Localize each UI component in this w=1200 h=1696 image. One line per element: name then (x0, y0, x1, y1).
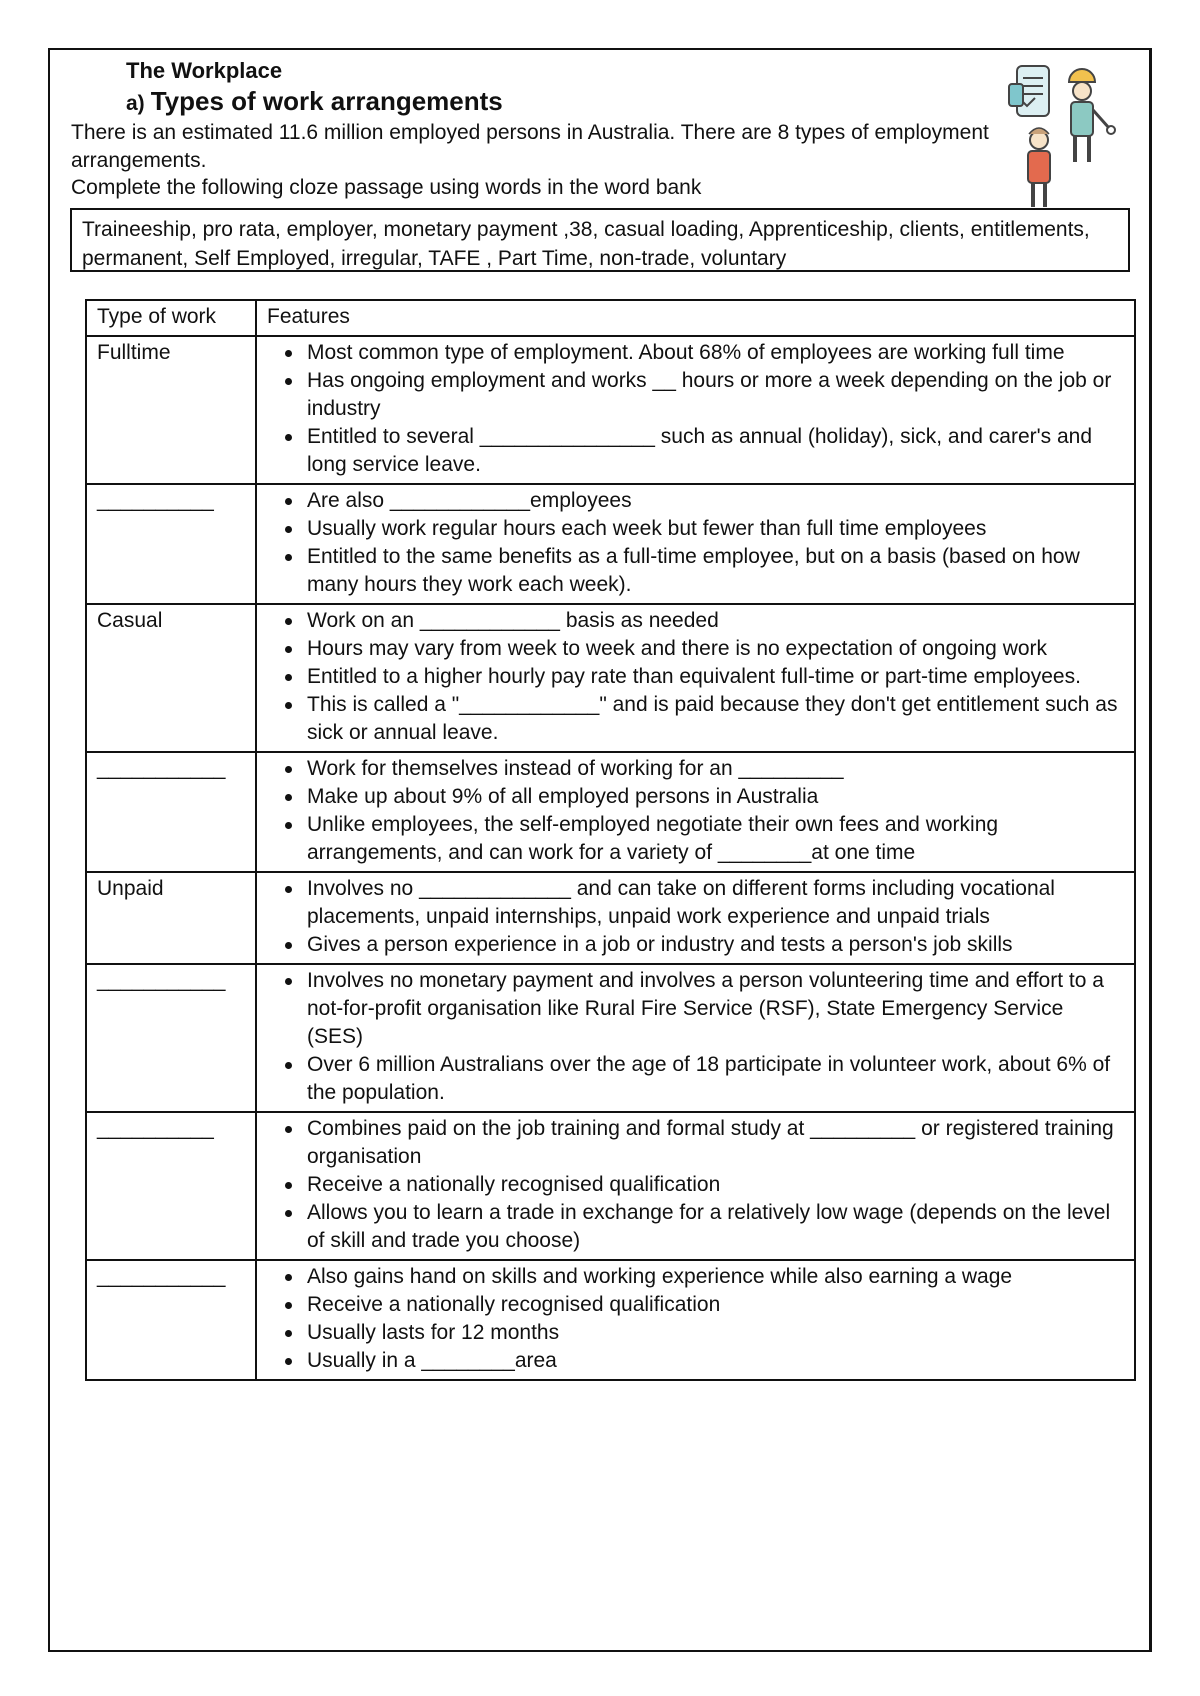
col-header-type: Type of work (86, 300, 256, 336)
type-cell: Casual (86, 604, 256, 752)
feature-item: Receive a nationally recognised qualification (307, 1171, 1124, 1199)
feature-item: Entitled to a higher hourly pay rate than equivalent full-time or part-time employees. (307, 663, 1124, 691)
feature-item: Receive a nationally recognised qualification (307, 1291, 1124, 1319)
page-title: The Workplace (126, 58, 283, 83)
type-cell: __________ (86, 1112, 256, 1260)
feature-item: Unlike employees, the self-employed negotiate their own fees and working arrangements, and can work for a variety of ________at one time (307, 811, 1124, 867)
feature-item: Involves no monetary payment and involves a person volunteering time and effort to a not-for-profit organisation like Rural Fire Service (RSF), State Emergency Service (SES) (307, 967, 1124, 1051)
table-row (86, 604, 1135, 752)
features-cell (256, 604, 1135, 752)
col-header-features: Features (256, 300, 1135, 336)
features-cell (256, 964, 1135, 1112)
features-list (267, 875, 1124, 959)
feature-item: Work on an ____________ basis as needed (307, 607, 1124, 635)
feature-item: Hours may vary from week to week and there is no expectation of ongoing work (307, 635, 1124, 663)
features-cell (256, 1260, 1135, 1380)
feature-item: Gives a person experience in a job or industry and tests a person's job skills (307, 931, 1124, 959)
workers-illustration-icon (1005, 62, 1125, 210)
feature-item: Has ongoing employment and works __ hours or more a week depending on the job or industry (307, 367, 1124, 423)
features-list (267, 607, 1124, 747)
feature-item: Usually in a ________area (307, 1347, 1124, 1375)
work-arrangements-table (85, 299, 1136, 1381)
feature-item: Most common type of employment. About 68% of employees are working full time (307, 339, 1124, 367)
table-row (86, 1260, 1135, 1380)
section-heading (126, 86, 503, 117)
feature-item: Combines paid on the job training and formal study at _________ or registered training organisation (307, 1115, 1124, 1171)
table-row (86, 964, 1135, 1112)
type-cell: Fulltime (86, 336, 256, 484)
word-bank: Traineeship, pro rata, employer, monetary payment ,38, casual loading, Apprenticeship, clients, entitlements, permanent, Self Employed, irregular, TAFE , Part Time, non-trade, voluntary (70, 208, 1130, 272)
feature-item: Involves no _____________ and can take on different forms including vocational placements, unpaid internships, unpaid work experience and unpaid trials (307, 875, 1124, 931)
table-row (86, 484, 1135, 604)
feature-item: Allows you to learn a trade in exchange for a relatively low wage (depends on the level of skill and trade you choose) (307, 1199, 1124, 1255)
type-cell: Unpaid (86, 872, 256, 964)
table-header-row (86, 300, 1135, 336)
feature-item: Over 6 million Australians over the age of 18 participate in volunteer work, about 6% of the population. (307, 1051, 1124, 1107)
feature-item: This is called a "____________" and is paid because they don't get entitlement such as sick or annual leave. (307, 691, 1124, 747)
feature-item: Entitled to the same benefits as a full-time employee, but on a basis (based on how many hours they work each week). (307, 543, 1124, 599)
intro-line-2: Complete the following cloze passage using words in the word bank (71, 176, 702, 199)
type-cell: ___________ (86, 1260, 256, 1380)
type-cell: ___________ (86, 964, 256, 1112)
features-cell (256, 872, 1135, 964)
features-list (267, 339, 1124, 479)
type-cell: __________ (86, 484, 256, 604)
feature-item: Entitled to several _______________ such as annual (holiday), sick, and carer's and long service leave. (307, 423, 1124, 479)
intro-line-1: There is an estimated 11.6 million employed persons in Australia. There are 8 types of employment arrangements. (71, 121, 989, 172)
feature-item: Make up about 9% of all employed persons in Australia (307, 783, 1124, 811)
feature-item: Usually lasts for 12 months (307, 1319, 1124, 1347)
features-cell (256, 1112, 1135, 1260)
features-cell (256, 336, 1135, 484)
features-cell (256, 484, 1135, 604)
feature-item: Work for themselves instead of working for an _________ (307, 755, 1124, 783)
feature-item: Usually work regular hours each week but fewer than full time employees (307, 515, 1124, 543)
section-title: Types of work arrangements (150, 86, 503, 116)
table-row (86, 872, 1135, 964)
features-list (267, 1263, 1124, 1375)
features-list (267, 1115, 1124, 1255)
feature-item: Are also ____________employees (307, 487, 1124, 515)
type-cell: ___________ (86, 752, 256, 872)
feature-item: Also gains hand on skills and working experience while also earning a wage (307, 1263, 1124, 1291)
features-cell (256, 752, 1135, 872)
features-list (267, 755, 1124, 867)
table-row (86, 752, 1135, 872)
table-row (86, 1112, 1135, 1260)
intro-text (71, 119, 991, 202)
table-row (86, 336, 1135, 484)
features-list (267, 967, 1124, 1107)
features-list (267, 487, 1124, 599)
section-letter: a) (126, 92, 145, 115)
